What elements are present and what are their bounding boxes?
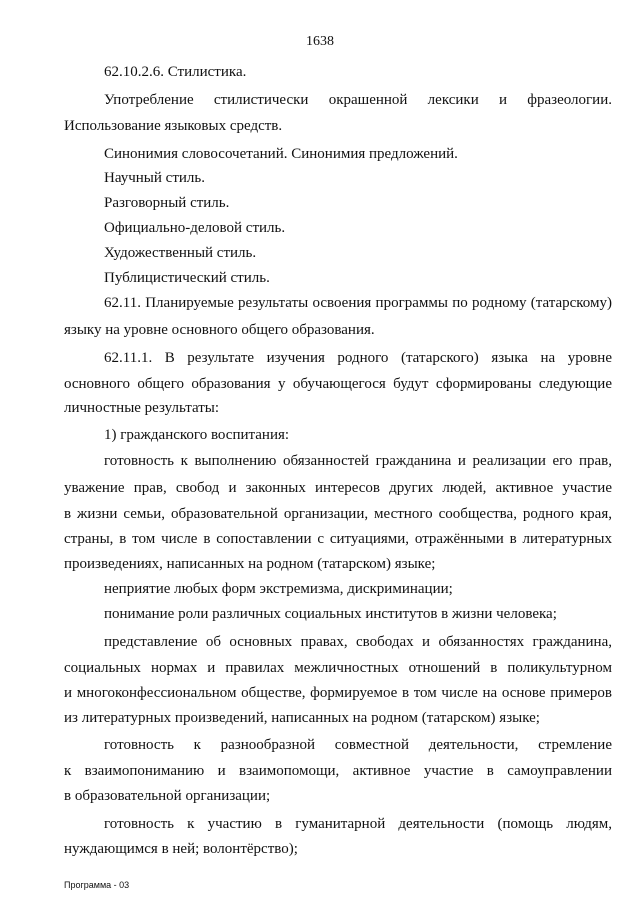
text-line: социальных нормах и правилах межличностных отношений в поликультурном — [64, 660, 612, 676]
page-number: 1638 — [306, 34, 334, 49]
text-line: 62.11.1. В результате изучения родного (татарского) языка на уровне — [104, 350, 612, 366]
text-line: страны, в том числе в сопоставлении с ситуациями, отражёнными в литературных — [64, 531, 612, 547]
text-line: Использование языковых средств. — [64, 118, 283, 134]
text-line: Синонимия словосочетаний. Синонимия предложений. — [104, 146, 458, 162]
text-line: Художественный стиль. — [104, 245, 257, 261]
text-line: понимание роли различных социальных институтов в жизни человека; — [104, 606, 557, 622]
text-line: Научный стиль. — [104, 170, 205, 186]
text-line: Официально-деловой стиль. — [104, 220, 286, 236]
text-line: в жизни семьи, образовательной организации, местного сообщества, родного края, — [64, 506, 612, 522]
text-line: 62.11. Планируемые результаты освоения программы по родному (татарскому) — [104, 295, 612, 311]
text-line: языку на уровне основного общего образования. — [64, 322, 375, 338]
text-line: Публицистический стиль. — [104, 270, 270, 286]
text-line: и многоконфессиональном обществе, формируемое в том числе на основе примеров — [64, 685, 612, 701]
text-line: основного общего образования у обучающегося будут сформированы следующие — [64, 376, 612, 392]
text-line: нуждающимся в ней; волонтёрство); — [64, 841, 298, 857]
text-line: готовность к участию в гуманитарной деятельности (помощь людям, — [104, 816, 612, 832]
text-line: личностные результаты: — [64, 400, 220, 416]
page-footer: Программа - 03 — [64, 880, 130, 890]
text-line: 62.10.2.6. Стилистика. — [104, 64, 247, 80]
text-line: неприятие любых форм экстремизма, дискриминации; — [104, 581, 453, 597]
text-line: уважение прав, свобод и законных интересов других людей, активное участие — [64, 480, 612, 496]
text-line: произведениях, написанных на родном (татарском) языке; — [64, 556, 436, 572]
text-line: представление об основных правах, свободах и обязанностях гражданина, — [104, 634, 612, 650]
text-line: в образовательной организации; — [64, 788, 271, 804]
text-line: Разговорный стиль. — [104, 195, 230, 211]
text-line: к взаимопониманию и взаимопомощи, активное участие в самоуправлении — [64, 763, 612, 779]
text-line: Употребление стилистически окрашенной лексики и фразеологии. — [104, 92, 612, 108]
text-line: из литературных произведений, написанных на родном (татарском) языке; — [64, 710, 540, 726]
text-line: 1) гражданского воспитания: — [104, 427, 290, 443]
text-line: готовность к разнообразной совместной деятельности, стремление — [104, 737, 612, 753]
text-line: готовность к выполнению обязанностей гражданина и реализации его прав, — [104, 453, 612, 469]
